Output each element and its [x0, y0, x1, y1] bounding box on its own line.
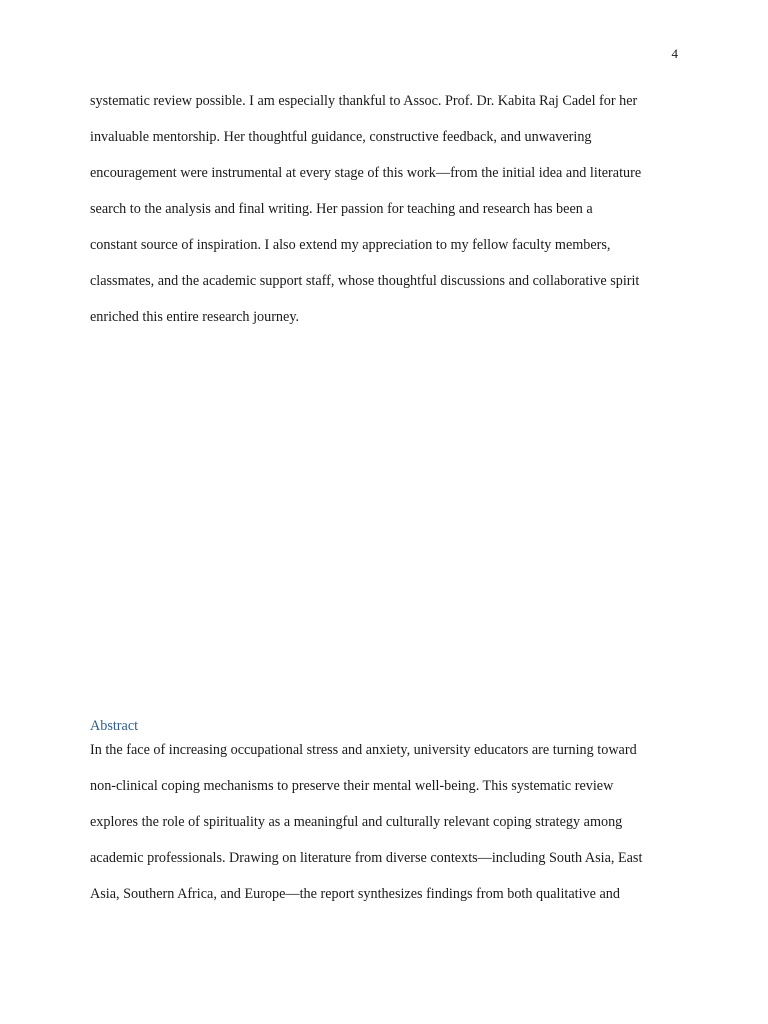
paragraph-line: explores the role of spirituality as a meaningful and culturally relevant coping strategy among: [90, 814, 623, 830]
abstract-heading: Abstract: [90, 718, 139, 734]
paragraph-line: systematic review possible. I am especially thankful to Assoc. Prof. Dr. Kabita Raj Cadel for her: [90, 93, 638, 109]
paragraph-line: search to the analysis and final writing. Her passion for teaching and research has been a: [90, 201, 593, 217]
paragraph-line: invaluable mentorship. Her thoughtful guidance, constructive feedback, and unwavering: [90, 129, 592, 145]
page-number: 4: [671, 46, 678, 61]
paragraph-line: classmates, and the academic support staff, whose thoughtful discussions and collaborative spirit: [90, 273, 640, 289]
paragraph-line: academic professionals. Drawing on literature from diverse contexts—including South Asia, East: [90, 850, 643, 866]
paragraph-line: Asia, Southern Africa, and Europe—the report synthesizes findings from both qualitative and: [90, 886, 620, 902]
paragraph-line: encouragement were instrumental at every stage of this work—from the initial idea and literature: [90, 165, 642, 181]
paragraph-line: enriched this entire research journey.: [90, 309, 300, 325]
paragraph-line: non-clinical coping mechanisms to preserve their mental well-being. This systematic review: [90, 778, 614, 794]
paragraph-line: constant source of inspiration. I also extend my appreciation to my fellow faculty members,: [90, 237, 611, 253]
paragraph-line: In the face of increasing occupational stress and anxiety, university educators are turning toward: [90, 742, 637, 758]
